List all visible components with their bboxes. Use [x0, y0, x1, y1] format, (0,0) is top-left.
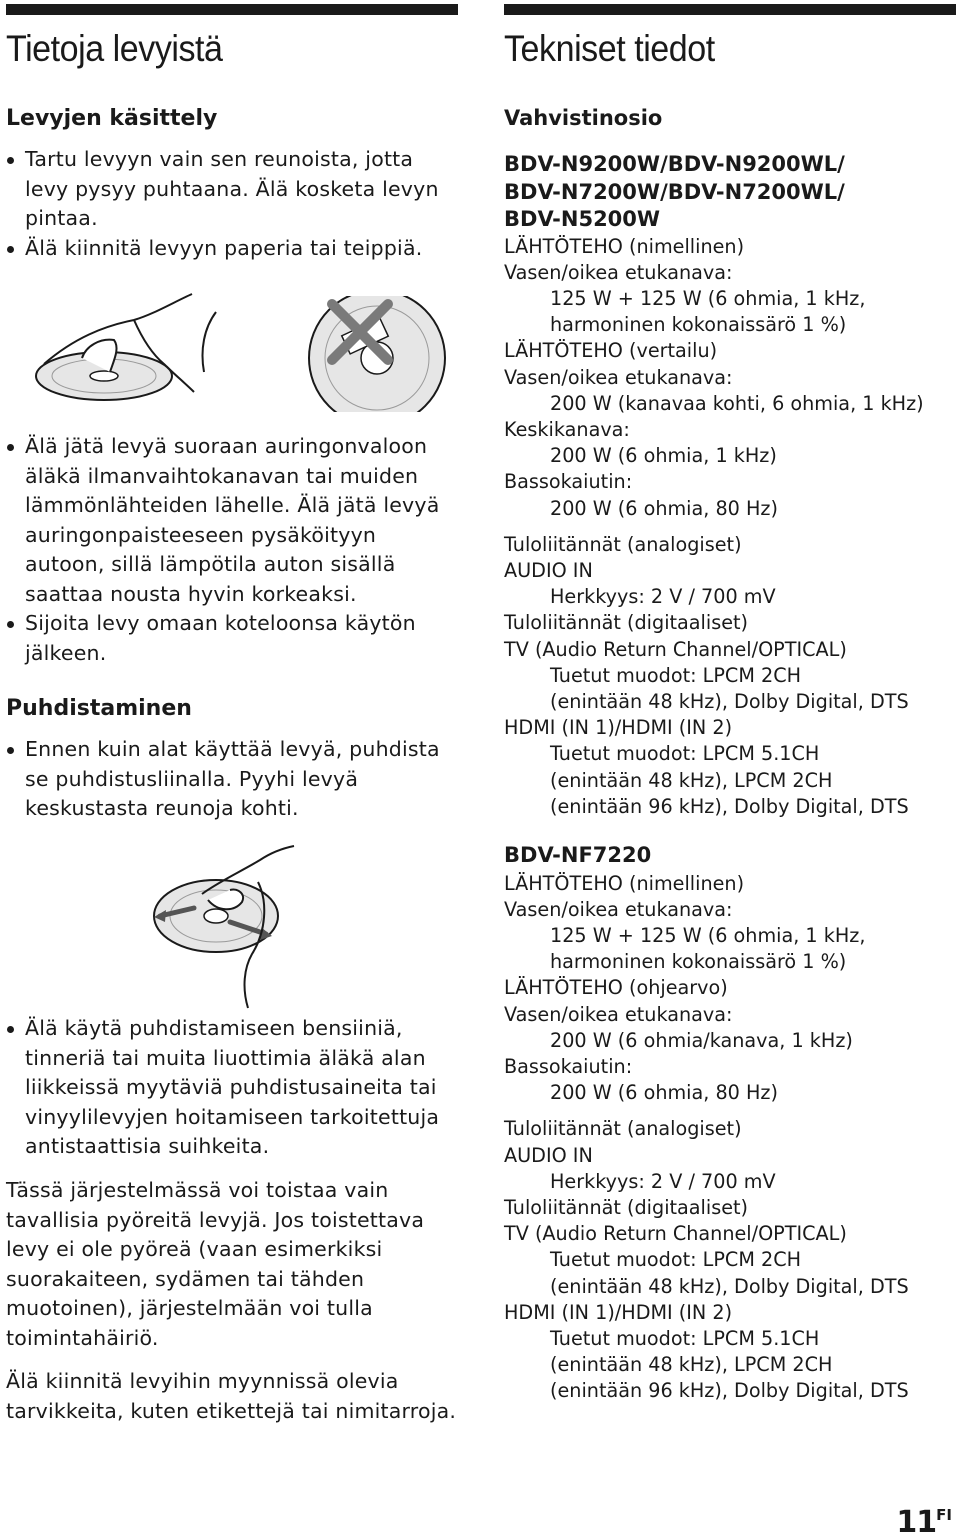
spec-line: HDMI (IN 1)/HDMI (IN 2) — [504, 716, 733, 740]
spec-line: 200 W (6 ohmia, 80 Hz) — [550, 496, 778, 520]
spec-line: 200 W (6 ohmia/kanava, 1 kHz) — [550, 1028, 853, 1052]
spec-line: Tuetut muodot: LPCM 2CH — [550, 663, 802, 687]
amplifier-section-heading: Vahvistinosio — [504, 106, 663, 130]
left-header-rule — [6, 4, 458, 15]
spec-line: Vasen/oikea etukanava: — [504, 365, 733, 389]
cleaning-list-1 — [6, 735, 458, 824]
spec-line: (enintään 48 kHz), LPCM 2CH — [550, 1353, 833, 1377]
disc-shape-paragraph: Tässä järjestelmässä voi toistaa vain tavallisia pyöreitä levyjä. Jos toistettava levy ei ole pyöreä (vaan esimerkiksi suorakaiteen, sydämen tai tähden muotoinen), järjestelmään voi tulla toimintahäiriö. — [6, 1178, 425, 1350]
spec-lines-output — [504, 234, 960, 522]
spec-line: AUDIO IN — [504, 1143, 593, 1167]
hand-holding-disc-illustration — [24, 288, 224, 408]
spec-line: Bassokaiutin: — [504, 1054, 633, 1078]
spec-line: Tuloliitännät (analogiset) — [504, 532, 742, 556]
spec-line: 125 W + 125 W (6 ohmia, 1 kHz, — [550, 286, 866, 310]
spec-line: harmoninen kokonaissärö 1 %) — [550, 950, 847, 974]
model-name: BDV-N5200W — [504, 207, 661, 231]
spec-line: Herkkyys: 2 V / 700 mV — [550, 1169, 776, 1193]
spec-line: AUDIO IN — [504, 558, 593, 582]
model-name: BDV-N9200W/BDV-N9200WL/ — [504, 152, 845, 176]
cleaning-list-2 — [6, 1014, 458, 1162]
spec-line: HDMI (IN 1)/HDMI (IN 2) — [504, 1300, 733, 1324]
spec-line: 125 W + 125 W (6 ohmia, 1 kHz, — [550, 923, 866, 947]
spec-line: Tuloliitännät (analogiset) — [504, 1117, 742, 1141]
spec-line: Tuetut muodot: LPCM 5.1CH — [550, 1326, 820, 1350]
spec-lines-output — [504, 871, 960, 1107]
list-item: Tartu levyyn vain sen reunoista, jotta levy pysyy puhtaana. Älä kosketa levyn pintaa. — [6, 145, 458, 234]
disc-with-tape-crossed-illustration — [304, 296, 450, 412]
spec-line: (enintään 96 kHz), Dolby Digital, DTS — [550, 1379, 909, 1403]
spec-line: 200 W (6 ohmia, 1 kHz) — [550, 444, 777, 468]
spec-line: Vasen/oikea etukanava: — [504, 1002, 733, 1026]
spec-line: TV (Audio Return Channel/OPTICAL) — [504, 637, 847, 661]
spec-line: TV (Audio Return Channel/OPTICAL) — [504, 1222, 847, 1246]
list-item: Älä jätä levyä suoraan auringonvaloon äläkä ilmanvaihtokanavan tai muiden lämmönlähteiden lähelle. Älä jätä levyä auringonpaisteeseen pysäköityyn autoon, sillä lämpötila auton sisällä saattaa nousta hyvin korkeaksi. — [6, 432, 458, 609]
spec-lines-inputs — [504, 1116, 960, 1404]
handling-list-2 — [6, 432, 458, 668]
spec-line: LÄHTÖTEHO (nimellinen) — [504, 234, 745, 258]
spec-block-model2 — [504, 842, 960, 1405]
spec-line: harmoninen kokonaissärö 1 %) — [550, 313, 847, 337]
spec-line: Vasen/oikea etukanava: — [504, 897, 733, 921]
spec-line: Tuloliitännät (digitaaliset) — [504, 1195, 749, 1219]
model-name: BDV-N7200W/BDV-N7200WL/ — [504, 179, 845, 204]
right-page-title: Tekniset tiedot — [504, 28, 715, 69]
handling-heading: Levyjen käsittely — [6, 106, 218, 131]
page-number — [896, 1500, 952, 1538]
spec-line: Tuetut muodot: LPCM 5.1CH — [550, 742, 820, 766]
spec-line: (enintään 48 kHz), Dolby Digital, DTS — [550, 689, 909, 713]
spec-line: LÄHTÖTEHO (vertailu) — [504, 339, 718, 363]
page-number-value: 11 — [896, 1505, 937, 1540]
spec-line: 200 W (kanavaa kohti, 6 ohmia, 1 kHz) — [550, 391, 924, 415]
list-item: Ennen kuin alat käyttää levyä, puhdista se puhdistusliinalla. Pyyhi levyä keskustasta reunoja kohti. — [6, 735, 458, 824]
model-name: BDV-NF7220 — [504, 843, 652, 867]
spec-lines-inputs — [504, 532, 960, 820]
handling-list-1 — [6, 145, 458, 263]
spec-line: (enintään 48 kHz), LPCM 2CH — [550, 768, 833, 792]
cleaning-heading: Puhdistaminen — [6, 696, 192, 721]
right-header-rule — [504, 4, 956, 15]
spec-line: (enintään 48 kHz), Dolby Digital, DTS — [550, 1274, 909, 1298]
left-page-title: Tietoja levyistä — [6, 28, 223, 69]
spec-line: Tuetut muodot: LPCM 2CH — [550, 1248, 802, 1272]
spec-line: Vasen/oikea etukanava: — [504, 260, 733, 284]
disc-cleaning-illustration — [148, 842, 298, 1012]
spec-line: Bassokaiutin: — [504, 470, 633, 494]
spec-block-model1 — [504, 151, 960, 820]
list-item: Älä käytä puhdistamiseen bensiiniä, tinneriä tai muita liuottimia äläkä alan liikkeissä myytäviä puhdistusaineita tai vinyylilevyjen hoitamiseen tarkoitettuja antistaattisia suihkeita. — [6, 1014, 458, 1162]
page-language: FI — [936, 1506, 952, 1524]
spec-line: LÄHTÖTEHO (ohjearvo) — [504, 976, 728, 1000]
list-item: Älä kiinnitä levyyn paperia tai teippiä. — [6, 234, 458, 264]
spec-line: Herkkyys: 2 V / 700 mV — [550, 585, 776, 609]
spec-line: 200 W (6 ohmia, 80 Hz) — [550, 1081, 778, 1105]
list-item: Sijoita levy omaan koteloonsa käytön jälkeen. — [6, 609, 458, 668]
spec-line: Tuloliitännät (digitaaliset) — [504, 611, 749, 635]
spec-line: Keskikanava: — [504, 417, 630, 441]
spec-line: (enintään 96 kHz), Dolby Digital, DTS — [550, 794, 909, 818]
accessories-paragraph: Älä kiinnitä levyihin myynnissä olevia tarvikkeita, kuten etikettejä tai nimitarroja. — [6, 1369, 457, 1423]
spec-line: LÄHTÖTEHO (nimellinen) — [504, 871, 745, 895]
